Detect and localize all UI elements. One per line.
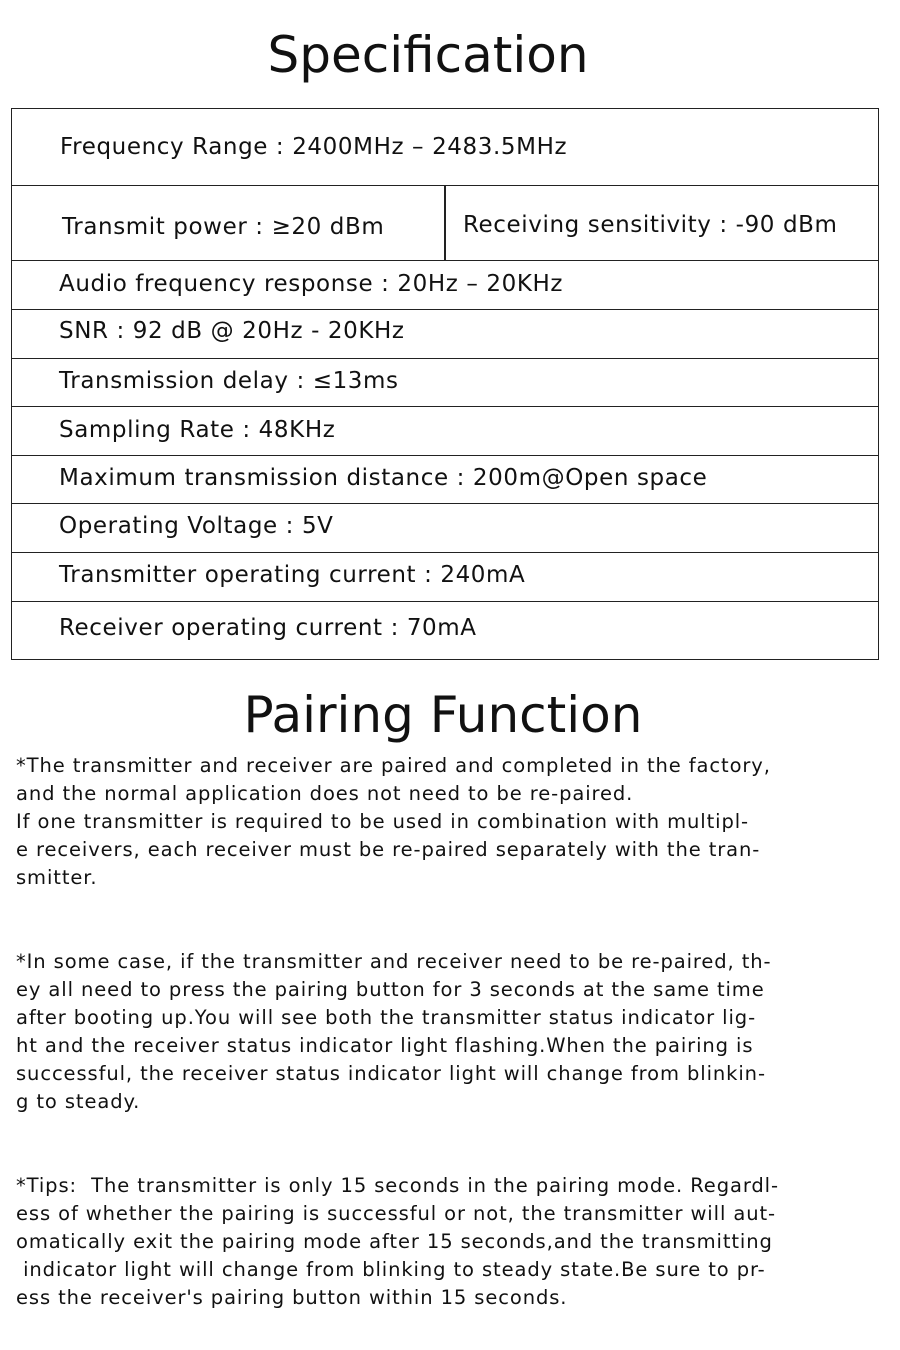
spec-row [12,261,878,310]
paragraph-line: ey all need to press the pairing button for 3 seconds at the same time [16,978,765,1001]
paragraph-line: and the normal application does not need to be re-paired. [16,782,634,805]
specification-table [11,108,879,660]
paragraph-line: *The transmitter and receiver are paired and completed in the factory, [16,754,771,777]
paragraph-line: g to steady. [16,1090,141,1113]
spec-row [12,456,878,504]
spec-row [12,407,878,456]
spec-sampling-rate: Sampling Rate : 48KHz [59,417,336,443]
paragraph-line: omatically exit the pairing mode after 15 seconds,and the transmitting [16,1230,773,1253]
paragraph-line: ht and the receiver status indicator light flashing.When the pairing is [16,1034,754,1057]
pairing-paragraph-repair [16,948,891,1116]
paragraph-line: after booting up.You will see both the transmitter status indicator lig- [16,1006,757,1029]
cell-divider [444,186,446,260]
paragraph-line: ess the receiver's pairing button within 15 seconds. [16,1286,568,1309]
spec-row [12,310,878,359]
spec-row [12,602,878,659]
pairing-paragraph-tips [16,1172,891,1312]
spec-row [12,504,878,553]
spec-transmission-delay: Transmission delay : ≤13ms [59,368,399,394]
spec-row [12,359,878,407]
spec-transmit-power: Transmit power : ≥20 dBm [62,214,385,240]
pairing-function-title: Pairing Function [243,686,643,744]
spec-receiving-sensitivity: Receiving sensitivity : -90 dBm [463,212,838,238]
specification-title: Specification [267,26,589,84]
spec-row [12,553,878,602]
spec-transmitter-current: Transmitter operating current : 240mA [59,562,526,588]
spec-row [12,186,878,261]
paragraph-line: If one transmitter is required to be used in combination with multipl- [16,810,749,833]
spec-row [12,109,878,186]
paragraph-line: smitter. [16,866,98,889]
paragraph-line: ess of whether the pairing is successful or not, the transmitter will aut- [16,1202,776,1225]
spec-operating-voltage: Operating Voltage : 5V [59,513,334,539]
spec-audio-frequency-response: Audio frequency response : 20Hz – 20KHz [59,271,564,297]
spec-max-transmission-distance: Maximum transmission distance : 200m@Open space [59,465,708,491]
paragraph-line: successful, the receiver status indicator light will change from blinkin- [16,1062,766,1085]
spec-receiver-current: Receiver operating current : 70mA [59,615,477,641]
paragraph-line: *Tips: The transmitter is only 15 seconds in the pairing mode. Regardl- [16,1174,779,1197]
paragraph-line: *In some case, if the transmitter and receiver need to be re-paired, th- [16,950,772,973]
spec-snr: SNR : 92 dB @ 20Hz - 20KHz [59,318,405,344]
paragraph-line: indicator light will change from blinking to steady state.Be sure to pr- [16,1258,766,1281]
paragraph-line: e receivers, each receiver must be re-paired separately with the tran- [16,838,761,861]
pairing-paragraph-factory [16,752,891,892]
spec-frequency-range: Frequency Range : 2400MHz – 2483.5MHz [60,134,568,160]
